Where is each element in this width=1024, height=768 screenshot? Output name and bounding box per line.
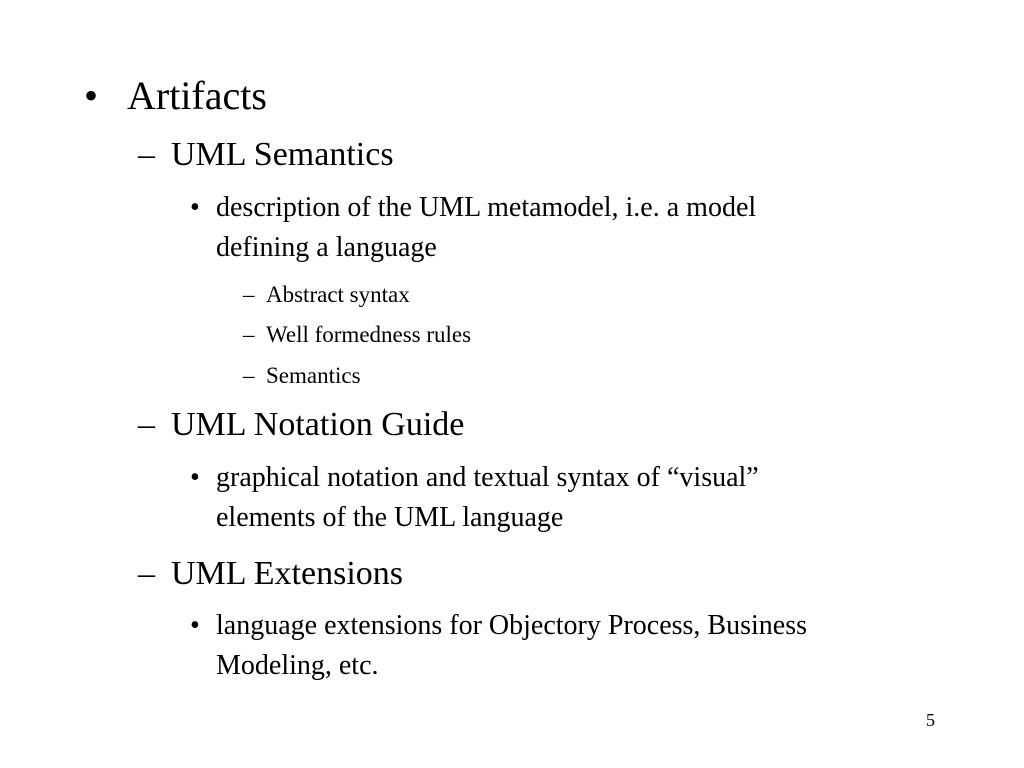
dash-uml-semantics: – — [138, 136, 155, 173]
uml-extensions-description-line2: Modeling, etc. — [216, 650, 379, 681]
uml-extensions-description-line1: language extensions for Objectory Process, Business — [216, 610, 807, 641]
bullet-uml-extensions-description: • — [190, 610, 200, 641]
subitem-well-formedness-rules: Well formedness rules — [266, 322, 472, 347]
uml-semantics-description-line2: defining a language — [216, 232, 437, 263]
subitem-semantics: Semantics — [266, 363, 361, 388]
dash-uml-notation-guide: – — [138, 406, 155, 443]
subitem-abstract-syntax: Abstract syntax — [266, 282, 410, 307]
dash-well-formedness-rules: – — [243, 322, 255, 347]
heading-artifacts: Artifacts — [127, 73, 267, 118]
bullet-level1-artifacts: • — [84, 73, 99, 118]
dash-semantics: – — [243, 363, 255, 388]
bullet-uml-semantics-description: • — [190, 192, 200, 223]
dash-uml-extensions: – — [138, 555, 155, 592]
uml-notation-guide-description-line2: elements of the UML language — [216, 502, 564, 533]
bullet-uml-notation-guide-description: • — [190, 462, 200, 493]
uml-notation-guide-description-line1: graphical notation and textual syntax of “visual” — [216, 462, 759, 493]
page-number: 5 — [926, 710, 935, 730]
dash-abstract-syntax: – — [243, 282, 255, 307]
section-title-uml-semantics: UML Semantics — [171, 136, 394, 173]
uml-semantics-description-line1: description of the UML metamodel, i.e. a model — [216, 192, 757, 223]
section-title-uml-extensions: UML Extensions — [171, 555, 404, 592]
section-title-uml-notation-guide: UML Notation Guide — [171, 406, 465, 443]
